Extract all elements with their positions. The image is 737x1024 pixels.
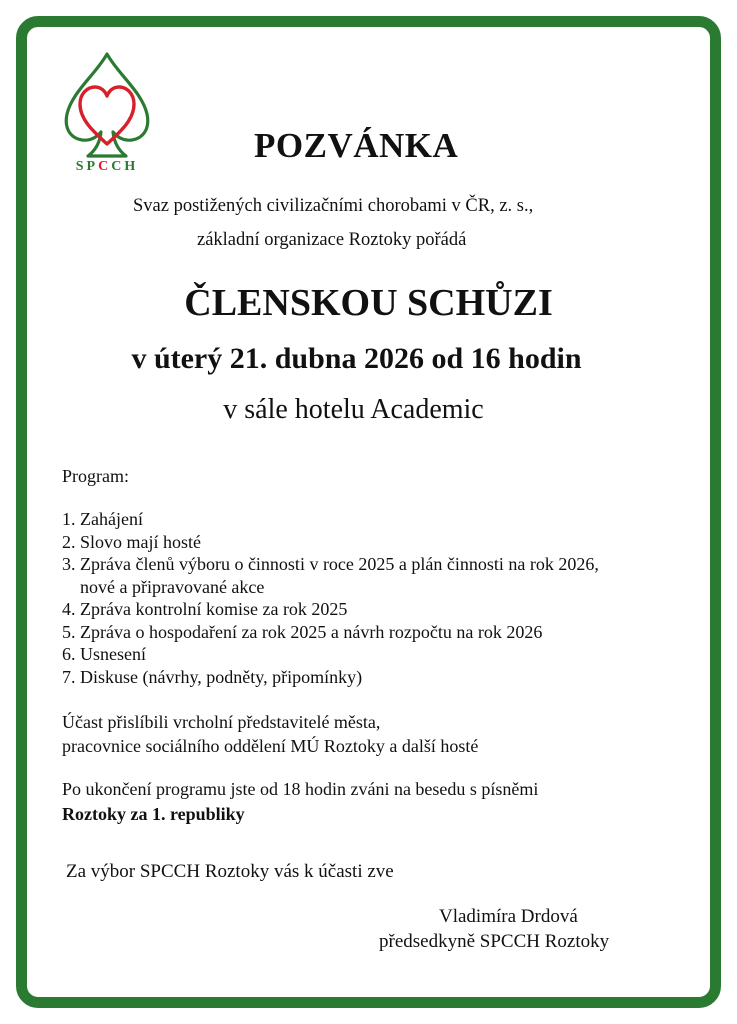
- event-datetime: v úterý 21. dubna 2026 od 16 hodin: [131, 342, 582, 375]
- signature-role: předsedkyně SPCCH Roztoky: [379, 931, 610, 952]
- heart-outline: [80, 87, 134, 144]
- program-item: 6. Usnesení: [62, 644, 146, 664]
- event-venue: v sále hotelu Academic: [223, 394, 484, 425]
- logo-text: SPCCH: [75, 159, 139, 172]
- invitation-text: Za výbor SPCCH Roztoky vás k účasti zve: [66, 861, 394, 882]
- program-item: 3. Zpráva členů výboru o činnosti v roce 2025 a plán činnosti na rok 2026,: [62, 554, 599, 574]
- program-item: 2. Slovo mají hosté: [62, 531, 201, 552]
- program-item-continuation: nové a připravované akce: [80, 576, 265, 597]
- attendance-line-2: pracovnice sociálního oddělení MÚ Roztoky a další hosté: [62, 736, 479, 756]
- signature-name: Vladimíra Drdová: [439, 906, 578, 927]
- program-item: 4. Zpráva kontrolní komise za rok 2025: [62, 599, 348, 619]
- program-item: 5. Zpráva o hospodaření za rok 2025 a návrh rozpočtu na rok 2026: [62, 621, 543, 642]
- organizer-line-1: Svaz postižených civilizačními chorobami v ČR, z. s.,: [133, 196, 534, 216]
- program-label: Program:: [62, 466, 129, 486]
- program-list: [62, 508, 599, 688]
- page-title: POZVÁNKA: [254, 126, 459, 165]
- program-item: 7. Diskuse (návrhy, podněty, připomínky): [62, 666, 363, 687]
- after-program-line-2: Roztoky za 1. republiky: [62, 804, 245, 824]
- attendance-line-1: Účast přislíbili vrcholní představitelé města,: [62, 712, 381, 732]
- program-item: 1. Zahájení: [62, 509, 143, 529]
- spcch-logo: [56, 52, 158, 172]
- organizer-line-2: základní organizace Roztoky pořádá: [197, 230, 467, 250]
- after-program-line-1: Po ukončení programu jste od 18 hodin zváni na besedu s písněmi: [62, 779, 539, 799]
- event-name: ČLENSKOU SCHŮZI: [184, 282, 553, 324]
